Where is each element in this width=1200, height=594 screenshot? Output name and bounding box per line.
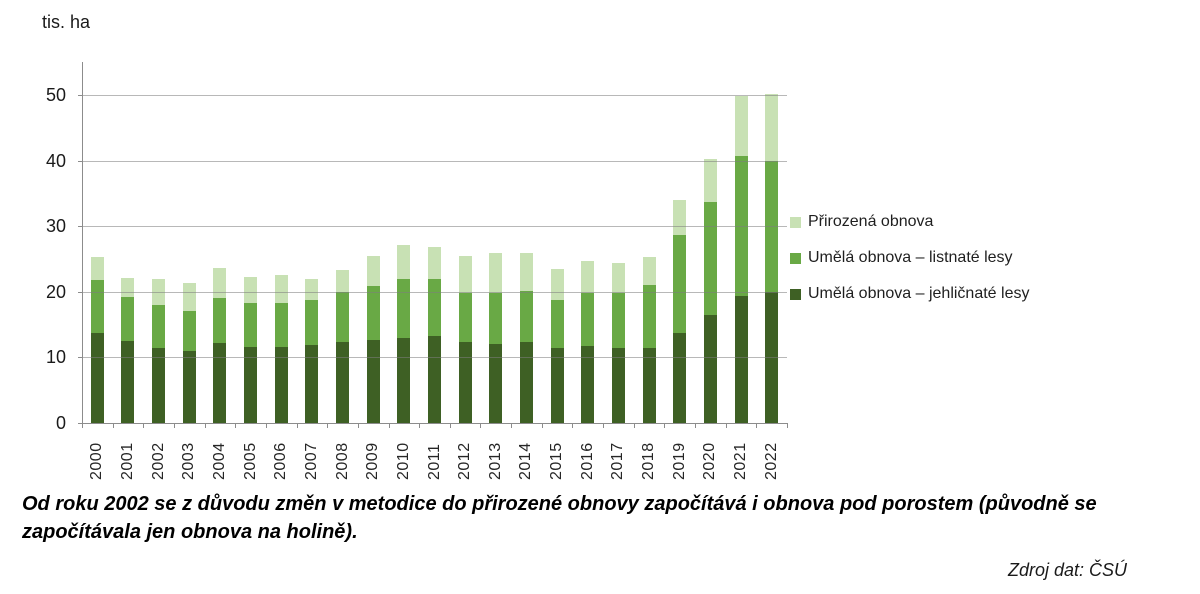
bar-segment <box>459 342 472 423</box>
bar-segment <box>91 333 104 423</box>
bar-segment <box>520 253 533 291</box>
x-axis-tick <box>511 423 512 428</box>
y-axis-line <box>82 62 83 423</box>
bar-segment <box>551 269 564 300</box>
legend-swatch-icon <box>790 217 801 228</box>
bar-segment <box>397 245 410 279</box>
bar-segment <box>581 293 594 345</box>
legend-label: Přirozená obnova <box>808 213 934 230</box>
bar-segment <box>397 338 410 423</box>
bar-segment <box>489 253 502 293</box>
x-axis-tick <box>756 423 757 428</box>
bar-segment <box>213 298 226 343</box>
bar-segment <box>183 351 196 423</box>
x-axis-tick <box>787 423 788 428</box>
bar-segment <box>459 293 472 342</box>
bar-segment <box>612 348 625 423</box>
x-tick-label: 2016 <box>578 442 596 480</box>
x-axis-tick <box>419 423 420 428</box>
x-tick-label: 2013 <box>486 442 504 480</box>
bar-segment <box>643 257 656 285</box>
bar-segment <box>643 348 656 423</box>
gridline <box>82 161 787 162</box>
bar-segment <box>244 277 257 303</box>
x-axis-tick <box>297 423 298 428</box>
y-tick-label: 10 <box>45 347 66 368</box>
x-axis-tick <box>542 423 543 428</box>
x-axis-tick <box>174 423 175 428</box>
y-tick-label: 50 <box>45 85 66 105</box>
x-tick-label: 2002 <box>149 442 167 480</box>
y-tick-label: 40 <box>45 150 66 171</box>
x-tick-label: 2021 <box>732 442 750 480</box>
x-axis-line <box>82 423 787 424</box>
bar-segment <box>305 300 318 345</box>
x-tick-label: 2007 <box>302 442 320 480</box>
x-axis-tick <box>143 423 144 428</box>
bar-segment <box>367 340 380 423</box>
x-tick-label: 2018 <box>640 442 658 480</box>
y-tick-label: 30 <box>45 216 66 237</box>
bar-segment <box>612 293 625 348</box>
x-axis-tick <box>480 423 481 428</box>
bar-segment <box>673 235 686 333</box>
x-tick-label: 2010 <box>394 442 412 480</box>
x-axis-tick <box>235 423 236 428</box>
x-tick-label: 2003 <box>180 442 198 480</box>
bar-segment <box>704 159 717 202</box>
bar-segment <box>183 283 196 311</box>
legend-label: Umělá obnova – listnaté lesy <box>808 249 1013 266</box>
bar-segment <box>520 342 533 423</box>
bar-segment <box>704 202 717 315</box>
legend-label: Umělá obnova – jehličnaté lesy <box>808 285 1030 302</box>
bar-segment <box>397 279 410 338</box>
bar-segment <box>428 279 441 335</box>
bar-segment <box>735 96 748 156</box>
caption-note: Od roku 2002 se z důvodu změn v metodice do přirozené obnovy započítává i obnova pod porostem (původně se započítávala jen obnova na holině). <box>22 493 1097 544</box>
bar-segment <box>121 341 134 423</box>
bar-segment <box>336 342 349 423</box>
legend-swatch-icon <box>790 289 801 300</box>
bar-segment <box>336 270 349 292</box>
x-axis-tick <box>634 423 635 428</box>
bar-segment <box>643 285 656 348</box>
bar-segment <box>673 333 686 423</box>
x-tick-label: 2022 <box>762 442 780 480</box>
bar-segment <box>336 292 349 343</box>
legend-entry <box>790 286 1029 302</box>
bar-segment <box>91 280 104 333</box>
x-tick-label: 2008 <box>333 442 351 480</box>
x-tick-label: 2005 <box>241 442 259 480</box>
legend <box>790 214 1029 322</box>
bar-segment <box>581 261 594 293</box>
x-tick-label: 2004 <box>210 442 228 480</box>
bar-segment <box>121 297 134 341</box>
x-tick-label: 2011 <box>425 443 443 480</box>
bar-segment <box>765 94 778 160</box>
x-tick-label: 2009 <box>364 442 382 480</box>
bar-segment <box>152 348 165 423</box>
x-tick-label: 2012 <box>456 442 474 480</box>
gridline <box>82 357 787 358</box>
x-tick-label: 2017 <box>609 442 627 480</box>
bar-segment <box>673 200 686 235</box>
bar-segment <box>459 256 472 293</box>
bar-segment <box>367 286 380 340</box>
bar-segment <box>704 315 717 423</box>
bar-segment <box>520 291 533 342</box>
x-axis-tick <box>358 423 359 428</box>
x-axis-tick <box>664 423 665 428</box>
legend-swatch-icon <box>790 253 801 264</box>
x-tick-label: 2000 <box>88 442 106 480</box>
bar-segment <box>275 275 288 303</box>
x-tick-label: 2019 <box>670 442 688 480</box>
bar-segment <box>428 247 441 280</box>
bar-segment <box>183 311 196 350</box>
y-tick-label: 20 <box>45 281 66 302</box>
bar-segment <box>275 303 288 347</box>
x-axis-tick <box>603 423 604 428</box>
y-tick-label: 0 <box>55 413 66 433</box>
bar-segment <box>213 343 226 423</box>
bar-segment <box>428 336 441 423</box>
x-axis-tick <box>82 423 83 428</box>
x-tick-label: 2001 <box>118 442 136 480</box>
x-tick-label: 2006 <box>272 442 290 480</box>
x-tick-label: 2020 <box>701 442 719 480</box>
bar-segment <box>121 278 134 297</box>
x-axis-tick <box>726 423 727 428</box>
legend-entry <box>790 250 1029 266</box>
bar-segment <box>213 268 226 299</box>
bar-segment <box>91 257 104 280</box>
bar-segment <box>489 293 502 344</box>
bar-segment <box>735 296 748 423</box>
bar-segment <box>244 303 257 347</box>
bar-segment <box>612 263 625 293</box>
data-source: Zdroj dat: ČSÚ <box>1007 560 1127 580</box>
x-axis-tick <box>695 423 696 428</box>
legend-entry <box>790 214 1029 230</box>
y-axis-title: tis. ha <box>42 12 91 32</box>
x-axis-tick <box>205 423 206 428</box>
x-axis-tick <box>113 423 114 428</box>
gridline <box>82 95 787 96</box>
x-tick-label: 2015 <box>548 442 566 480</box>
bar-segment <box>551 348 564 423</box>
x-axis-tick <box>572 423 573 428</box>
x-axis-tick <box>389 423 390 428</box>
x-tick-label: 2014 <box>517 442 535 480</box>
gridline <box>82 292 787 293</box>
bar-segment <box>367 256 380 286</box>
bar-segment <box>152 305 165 348</box>
x-axis-tick <box>450 423 451 428</box>
gridline <box>82 226 787 227</box>
x-axis-tick <box>327 423 328 428</box>
bar-segment <box>489 344 502 423</box>
x-axis-tick <box>266 423 267 428</box>
bar-segment <box>305 279 318 300</box>
bar-segment <box>551 300 564 348</box>
